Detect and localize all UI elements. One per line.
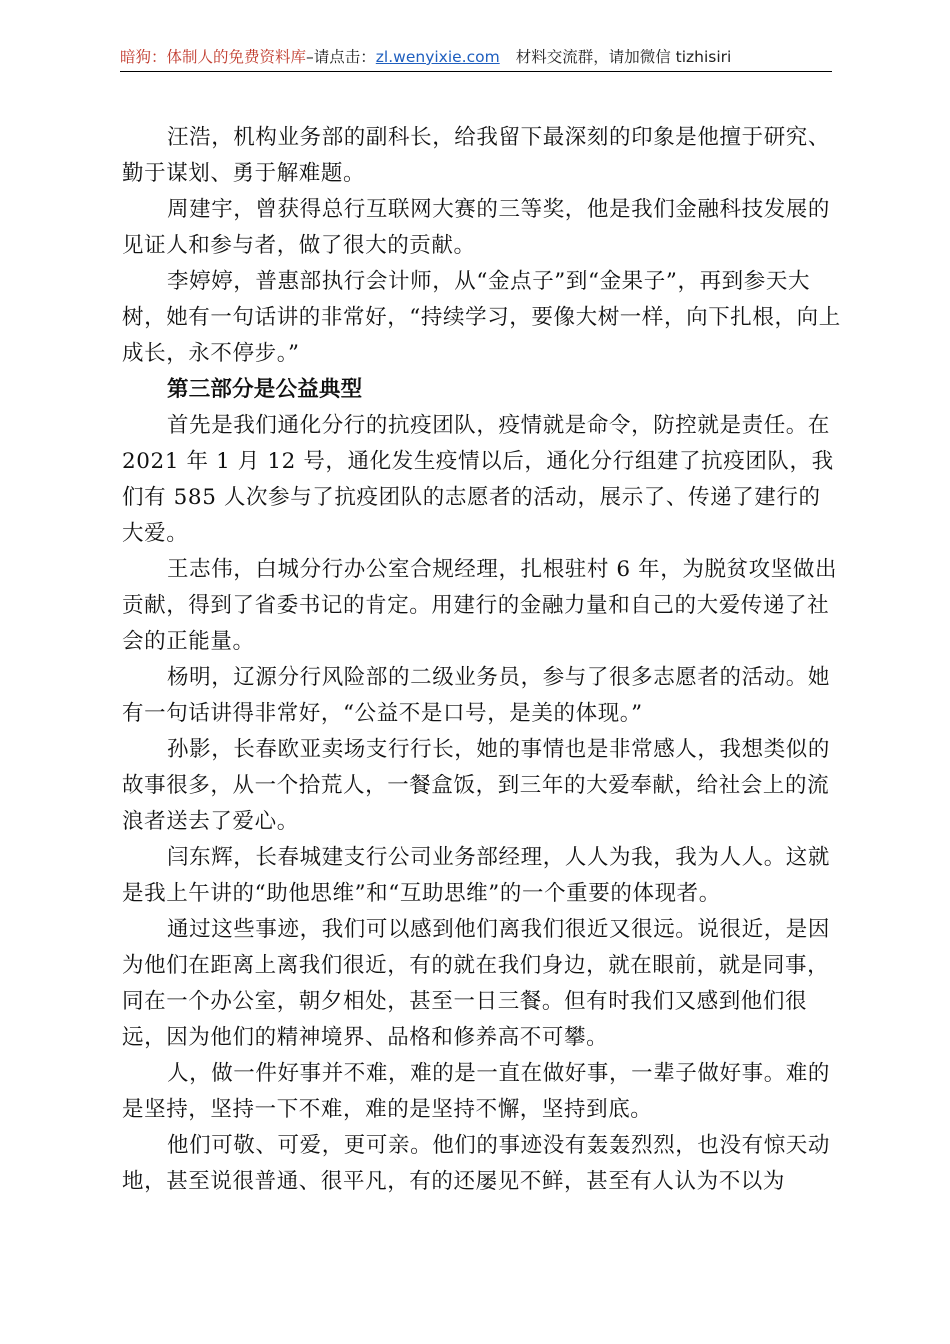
paragraph: 通过这些事迹，我们可以感到他们离我们很近又很远。说很近，是因为他们在距离上离我们很近，有的就在我们身边，就在眼前，就是同事，同在一个办公室，朝夕相处，甚至一日三餐。但有时我们又感到他们很远，因为他们的精神境界、品格和修养高不可攀。 [122,917,831,1050]
paragraph: 他们可敬、可爱，更可亲。他们的事迹没有轰轰烈烈，也没有惊天动地，甚至说很普通、很平凡，有的还屡见不鲜，甚至有人认为不以为 [122,1133,831,1194]
header-brand: 暗狗：体制人的免费资料库 [120,48,307,66]
paragraph: 李婷婷，普惠部执行会计师，从“金点子”到“金果子”，再到参天大树，她有一句话讲的非常好，“持续学习，要像大树一样，向下扎根，向上成长，永不停步。” [122,269,841,366]
paragraph: 杨明，辽源分行风险部的二级业务员，参与了很多志愿者的活动。她有一句话讲得非常好，“公益不是口号，是美的体现。” [122,665,831,726]
paragraph: 汪浩，机构业务部的副科长，给我留下最深刻的印象是他擅于研究、勤于谋划、勇于解难题。 [122,125,831,186]
paragraph: 周建宇，曾获得总行互联网大赛的三等奖，他是我们金融科技发展的见证人和参与者，做了很大的贡献。 [122,197,831,258]
header-wechat: 材料交流群，请加微信 tizhisiri [515,48,732,66]
paragraph: 人，做一件好事并不难，难的是一直在做好事，一辈子做好事。难的是坚持，坚持一下不难，难的是坚持不懈，坚持到底。 [122,1061,831,1122]
paragraph: 王志伟，白城分行办公室合规经理，扎根驻村 6 年，为脱贫攻坚做出贡献，得到了省委书记的肯定。用建行的金融力量和自己的大爱传递了社会的正能量。 [122,557,838,654]
header-prompt: –请点击： [306,48,376,66]
paragraph: 孙影，长春欧亚卖场支行行长，她的事情也是非常感人，我想类似的故事很多，从一个拾荒人，一餐盒饭，到三年的大爱奉献，给社会上的流浪者送去了爱心。 [122,737,831,834]
document-body [122,120,842,1200]
paragraph: 闫东辉，长春城建支行公司业务部经理，人人为我，我为人人。这就是我上午讲的“助他思维”和“互助思维”的一个重要的体现者。 [122,845,831,906]
page-header [120,44,825,70]
header-link[interactable]: zl.wenyixie.com [375,48,500,66]
section-heading: 第三部分是公益典型 [167,377,363,402]
header-divider [120,71,832,72]
paragraph: 首先是我们通化分行的抗疫团队，疫情就是命令，防控就是责任。在 2021 年 1 月 12 号，通化发生疫情以后，通化分行组建了抗疫团队，我们有 585 人次参与了抗疫团队的志愿者的活动，展示了、传递了建行的大爱。 [122,413,834,546]
